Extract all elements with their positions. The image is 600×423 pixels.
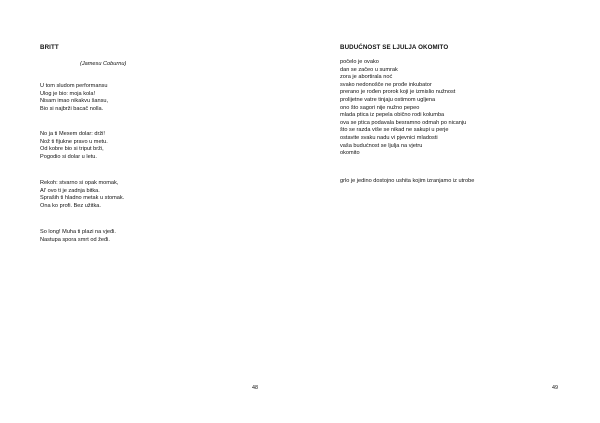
stanza-3 [40, 180, 124, 210]
verse-line: Nastupa spora smrt od žeđi. [40, 236, 110, 243]
page-number-left: 48 [252, 385, 258, 391]
poem-dedication: (Jamesu Coburnu) [80, 61, 127, 67]
verse-line: Rekoh: stvarno si opak momak, [40, 180, 119, 186]
verse-line: vaša budućnost se ljulja na vjetru [340, 142, 423, 149]
verse-line: So long! Muha ti plazi na vjeđi. [40, 229, 116, 235]
verse-line: zora je abortirala noć [340, 74, 393, 81]
verse-line: Ona ko profi. Bez užitka. [40, 202, 101, 209]
page-number-right: 49 [552, 385, 558, 391]
right-page [300, 0, 600, 423]
verse-line: ova se ptica podavala besramno odmah po nicanju [340, 119, 467, 126]
verse-line: ostavite svaku nadu vi pjevnici mladosti [340, 134, 438, 141]
stanza-2 [340, 178, 474, 186]
stanza-1 [40, 83, 108, 113]
verse-line: Bio si najbrži bacač nolla. [40, 105, 104, 112]
verse-line: mlada ptica iz pepela obično rodi kolumba [340, 112, 445, 119]
verse-line: grlo je jedino dostojno ushita kojim izranjamo iz utrobe [340, 178, 475, 184]
verse-line: Od kobre bio si triput brži, [40, 146, 104, 153]
verse-line: okomito [340, 150, 360, 157]
verse-line: svako nedonošče ne prođe inkubator [340, 81, 432, 88]
verse-line: prerano je rođen prorok koji je izmislio nužnost [340, 89, 456, 96]
verse-line: U tom sludom performansu [40, 83, 108, 89]
verse-line: Ulog je bio: moja kola! [40, 90, 96, 97]
stanza-4 [40, 229, 116, 244]
verse-line: ono što sagori nije nužno pepeo [340, 104, 420, 111]
verse-line: dan se začeo u sumrak [340, 66, 398, 73]
verse-line: No ja ti Mexem dolar: drži! [40, 131, 105, 137]
stanza-2 [40, 131, 108, 161]
verse-line: prolijetne vatre tinjaju ostimom ugljena [340, 96, 436, 103]
verse-line: Al' ovo ti je zadnja bitka. [40, 187, 100, 194]
verse-line: Nisam imao nikakvu šansu, [40, 98, 109, 105]
poem-title-buducnost: BUDUĆNOST SE LJULJA OKOMITO [340, 44, 449, 51]
verse-line: što se razda više se nikad ne sakupi u perje [340, 127, 449, 134]
verse-line: Nož ti fijukne pravo u metu. [40, 138, 108, 145]
poem-title-britt: BRITT [40, 44, 59, 51]
stanza-1 [340, 59, 466, 158]
verse-line: Pogodio si dolar u letu. [40, 153, 97, 160]
verse-line: Spraših ti hladno metak u stomak. [40, 195, 125, 202]
verse-line: počelo je ovako [340, 59, 379, 65]
